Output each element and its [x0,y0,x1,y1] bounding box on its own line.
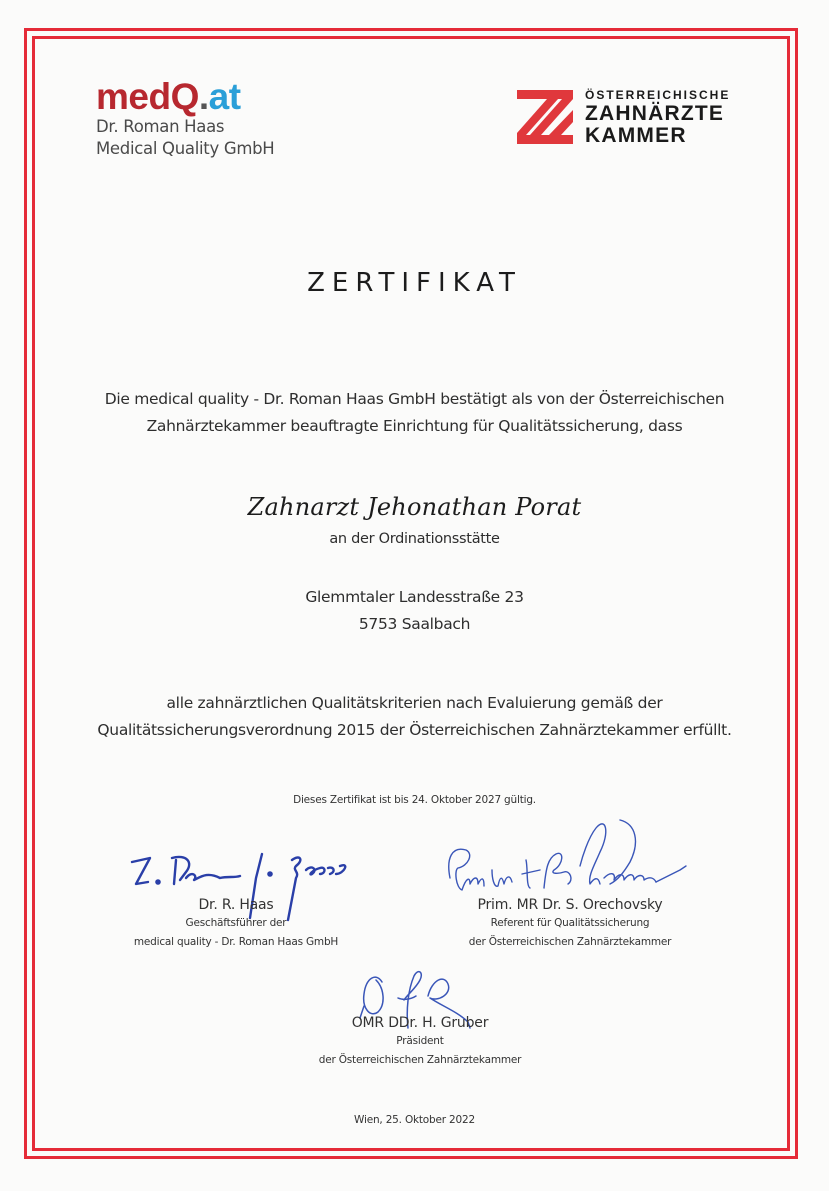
recipient-name: Zahnarzt Jehonathan Porat [247,493,582,521]
signatory-name: Dr. R. Haas [198,897,274,913]
zak-line-oesterreichische: ÖSTERREICHISCHE [585,88,731,102]
medq-owner-line: Dr. Roman Haas [96,117,225,136]
statement-line-1: alle zahnärztlichen Qualitätskriterien nach Evaluierung gemäß der [166,694,663,712]
signatory-role-line-2: der Österreichischen Zahnärztekammer [468,936,672,948]
practice-address [0,584,829,638]
intro-line-2: Zahnärztekammer beauftragte Einrichtung für Qualitätssicherung, dass [146,417,683,435]
statement-line-2: Qualitätssicherungsverordnung 2015 der Österreichischen Zahnärztekammer erfüllt. [97,721,732,739]
zak-line-kammer: KAMMER [585,124,687,147]
validity-note: Dieses Zertifikat ist bis 24. Oktober 2027 gültig. [293,794,536,806]
certificate-title: ZERTIFIKAT [307,268,522,298]
zak-line-zahnaerzte: ZAHNÄRZTE [585,102,725,125]
zz-logo-icon [517,90,573,144]
medq-logo [96,78,274,160]
medq-brand-part1: medQ [96,76,199,117]
medq-brand-part2: at [208,76,241,117]
signatory-name: OMR DDr. H. Gruber [351,1015,489,1031]
signature-block-gruber [270,1014,570,1070]
signatory-role-line-1: Präsident [396,1035,444,1047]
address-street: Glemmtaler Landesstraße 23 [305,588,524,606]
signatory-role-line-1: Referent für Qualitätssicherung [490,917,650,929]
place-and-date: Wien, 25. Oktober 2022 [354,1114,475,1126]
signatory-role-line-2: medical quality - Dr. Roman Haas GmbH [133,936,339,948]
location-label: an der Ordinationsstätte [329,531,500,547]
medq-company-line: Medical Quality GmbH [96,139,275,158]
signatory-role-line-1: Geschäftsführer der [185,917,287,929]
intro-paragraph [0,386,829,440]
medq-brand-wordmark [96,78,274,116]
intro-line-1: Die medical quality - Dr. Roman Haas GmbH bestätigt als von der Österreichischen [104,390,725,408]
medq-brand-dot: . [198,76,209,117]
statement-paragraph [0,690,829,744]
signatory-role-line-2: der Österreichischen Zahnärztekammer [318,1054,522,1066]
zak-wordmark [585,88,730,147]
zahnaerztekammer-logo [517,88,757,150]
signatory-name: Prim. MR Dr. S. Orechovsky [477,897,663,913]
signature-block-haas [100,896,372,952]
address-city: 5753 Saalbach [358,615,471,633]
signature-block-orechovsky [420,896,720,952]
